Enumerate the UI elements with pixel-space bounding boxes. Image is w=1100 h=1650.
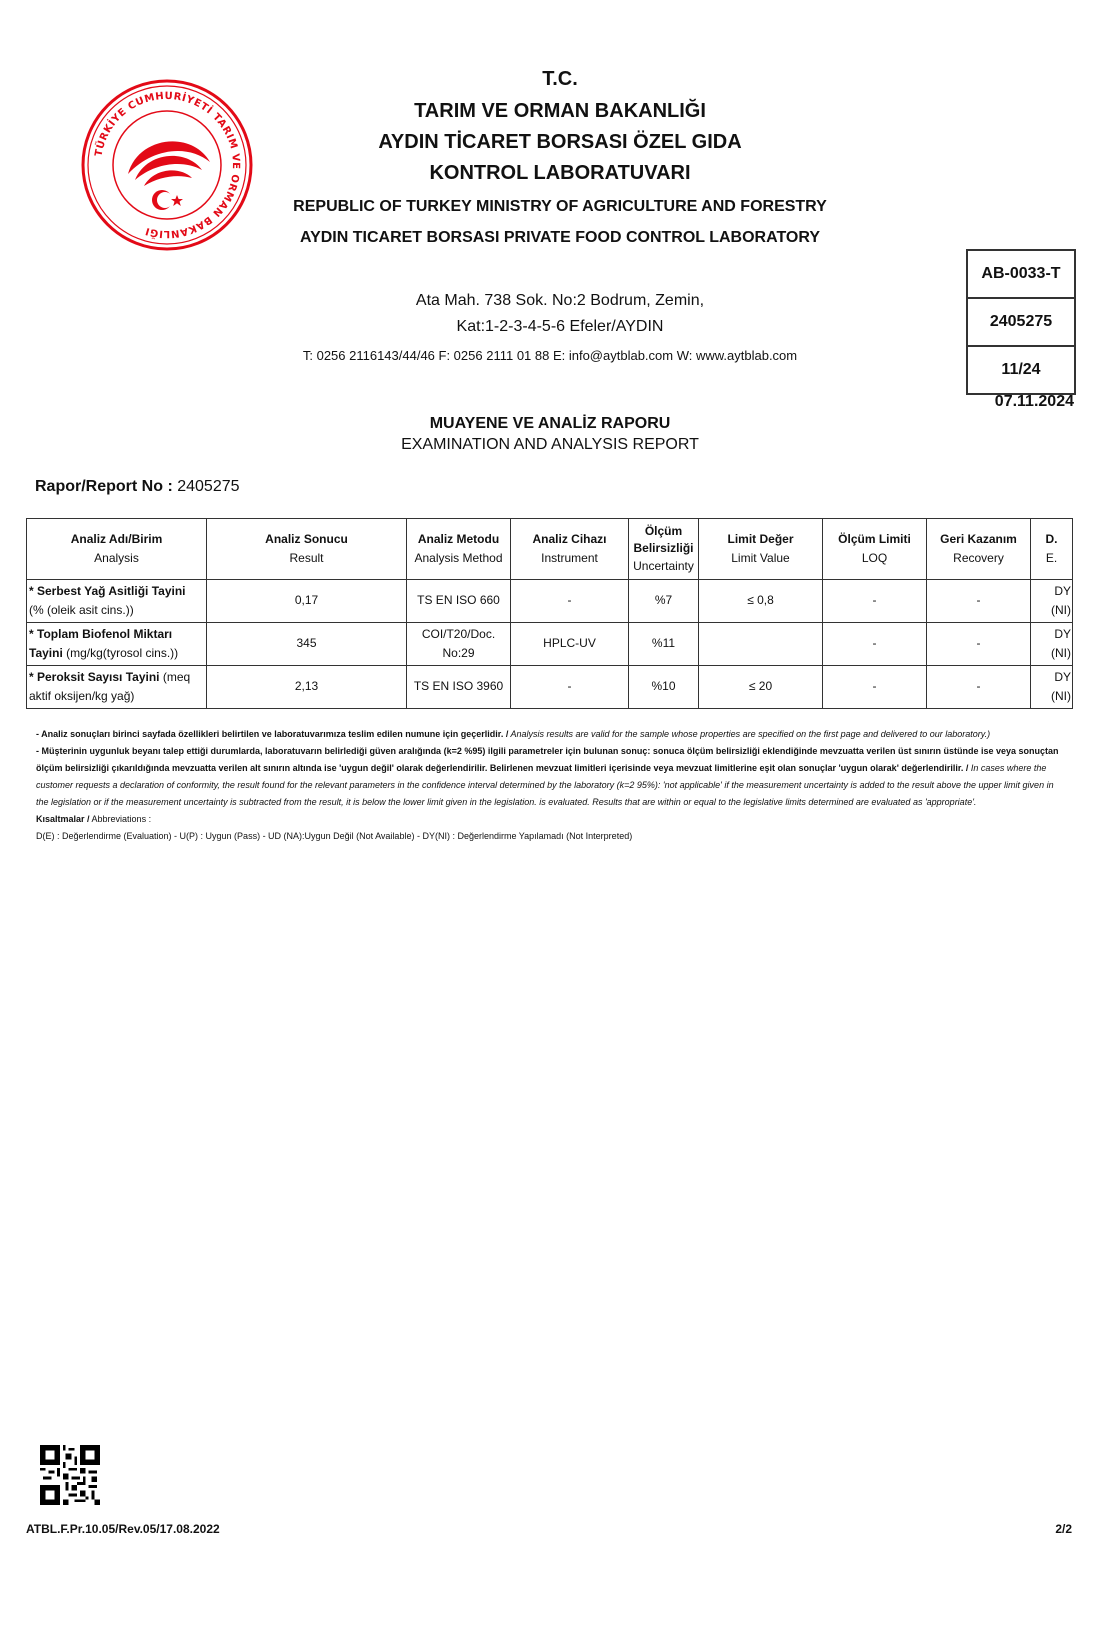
contact-line: T: 0256 2116143/44/46 F: 0256 2111 01 88 E: info@aytblab.com W: www.aytblab.com <box>302 348 798 363</box>
instrument-value: - <box>511 580 629 623</box>
report-date: 07.11.2024 <box>994 393 1074 410</box>
report-number-line <box>35 478 240 496</box>
header-lab-en: AYDIN TICARET BORSASI PRIVATE FOOD CONTROL LABORATORY <box>299 229 821 246</box>
method-value: TS EN ISO 3960 <box>407 666 511 709</box>
abbreviations-line: D(E) : Değerlendirme (Evaluation) - U(P) : Uygun (Pass) - UD (NA):Uygun Değil (Not Available) - DY(NI) : Değerlendirme Yapılamadı (Not Interpreted) <box>36 831 633 841</box>
header-analysis: Analiz Adı/Birim Analysis <box>27 519 207 580</box>
evaluation-value: DY (NI) <box>1031 623 1073 666</box>
header-ministry: TARIM VE ORMAN BAKANLIĞI <box>414 100 706 122</box>
svg-text:TÜRKİYE CUMHURİYETİ TARIM VE O: TÜRKİYE CUMHURİYETİ TARIM VE ORMAN BAKANLIĞI <box>93 90 242 240</box>
loq-value: - <box>823 666 927 709</box>
note-conformity: - Müşterinin uygunluk beyanı talep ettiği durumlarda, laboratuvarın belirlediği güven aralığında (k=2 %95) ilgili parametreler için bulunan sonuç: sonuca ölçüm belirsizliği eklendiğinde mevzuatta verilen üst sınırın üstünde ise veya sonuçtan ölçüm belirsizliği çıkarıldığında mevzuatta verilen alt sınırın altında ise 'uygun değil' olarak değerlendirilir. Belirlenen mevzuat limitleri içerisinde veya mevzuat limitlerine eşit olan sonuçlar 'uygun olarak' değerlendirilir. / In cases where the customer requests a declaration of conformity, the result found for the relevant parameters in the confidence interval determined by the laboratory (k=2 95%): 'not applicable' if the measurement uncertainty is added to the result above the upper limit given in the legislation or if the measurement uncertainty is subtracted from the result, it is below the lower limit given in the legislation. is evaluated. Results that are within or equal to the legislative limits determined are evaluated as 'appropriate'. <box>36 746 1059 807</box>
header-lab-name-2: KONTROL LABORATUVARI <box>429 162 691 184</box>
header-lab-name-1: AYDIN TİCARET BORSASI ÖZEL GIDA <box>378 131 742 153</box>
table-row <box>27 623 1073 666</box>
header-limit: Limit Değer Limit Value <box>699 519 823 580</box>
page-number: 2/2 <box>1055 1522 1072 1536</box>
table-header-row <box>27 519 1073 580</box>
abbreviations-title: Kısaltmalar / Abbreviations : <box>36 814 152 824</box>
header-loq: Ölçüm Limiti LOQ <box>823 519 927 580</box>
accreditation-code: AB-0033-T <box>968 251 1074 299</box>
method-value: TS EN ISO 660 <box>407 580 511 623</box>
results-table <box>26 518 1073 709</box>
uncertainty-value: %10 <box>629 666 699 709</box>
report-title-en: EXAMINATION AND ANALYSIS REPORT <box>401 436 699 453</box>
loq-value: - <box>823 623 927 666</box>
report-number-value: 2405275 <box>177 478 240 495</box>
report-notes <box>36 726 1066 845</box>
header-uncertainty: Ölçüm Belirsizliği Uncertainty <box>629 519 699 580</box>
recovery-value: - <box>927 666 1031 709</box>
limit-value <box>699 623 823 666</box>
ministry-seal <box>80 78 254 252</box>
loq-value: - <box>823 580 927 623</box>
result-value: 2,13 <box>207 666 407 709</box>
table-row <box>27 666 1073 709</box>
analysis-name: * Peroksit Sayısı Tayini (meq aktif oksijen/kg yağ) <box>27 666 207 709</box>
note-validity: - Analiz sonuçları birinci sayfada özellikleri belirtilen ve laboratuvarımıza teslim edilen numune için geçerlidir. / Analysis results are valid for the sample whose properties are specified on the first page and delivered to our laboratory.) <box>36 729 991 739</box>
report-number-label: Rapor/Report No : <box>35 478 173 495</box>
result-value: 0,17 <box>207 580 407 623</box>
instrument-value: - <box>511 666 629 709</box>
report-period: 11/24 <box>1001 361 1041 378</box>
result-value: 345 <box>207 623 407 666</box>
address-line-2: Kat:1-2-3-4-5-6 Efeler/AYDIN <box>456 318 664 335</box>
form-code: ATBL.F.Pr.10.05/Rev.05/17.08.2022 <box>26 1522 220 1536</box>
limit-value: ≤ 0,8 <box>699 580 823 623</box>
header-tc: T.C. <box>542 68 578 90</box>
header-evaluation: D. E. <box>1031 519 1073 580</box>
instrument-value: HPLC-UV <box>511 623 629 666</box>
header-recovery: Geri Kazanım Recovery <box>927 519 1031 580</box>
recovery-value: - <box>927 580 1031 623</box>
header-ministry-en: REPUBLIC OF TURKEY MINISTRY OF AGRICULTURE AND FORESTRY <box>293 198 827 215</box>
report-code-box <box>966 249 1076 395</box>
header-result: Analiz Sonucu Result <box>207 519 407 580</box>
table-row <box>27 580 1073 623</box>
report-number-box: 2405275 <box>968 299 1074 347</box>
uncertainty-value: %11 <box>629 623 699 666</box>
address-line-1: Ata Mah. 738 Sok. No:2 Bodrum, Zemin, <box>415 292 705 309</box>
header-method: Analiz Metodu Analysis Method <box>407 519 511 580</box>
evaluation-value: DY (NI) <box>1031 666 1073 709</box>
evaluation-value: DY (NI) <box>1031 580 1073 623</box>
qr-code <box>40 1445 100 1505</box>
report-title-tr: MUAYENE VE ANALİZ RAPORU <box>429 415 671 432</box>
method-value: COI/T20/Doc. No:29 <box>407 623 511 666</box>
limit-value: ≤ 20 <box>699 666 823 709</box>
header-instrument: Analiz Cihazı Instrument <box>511 519 629 580</box>
uncertainty-value: %7 <box>629 580 699 623</box>
recovery-value: - <box>927 623 1031 666</box>
analysis-name: * Serbest Yağ Asitliği Tayini (% (oleik asit cins.)) <box>27 580 207 623</box>
analysis-name: * Toplam Biofenol Miktarı Tayini (mg/kg(tyrosol cins.)) <box>27 623 207 666</box>
